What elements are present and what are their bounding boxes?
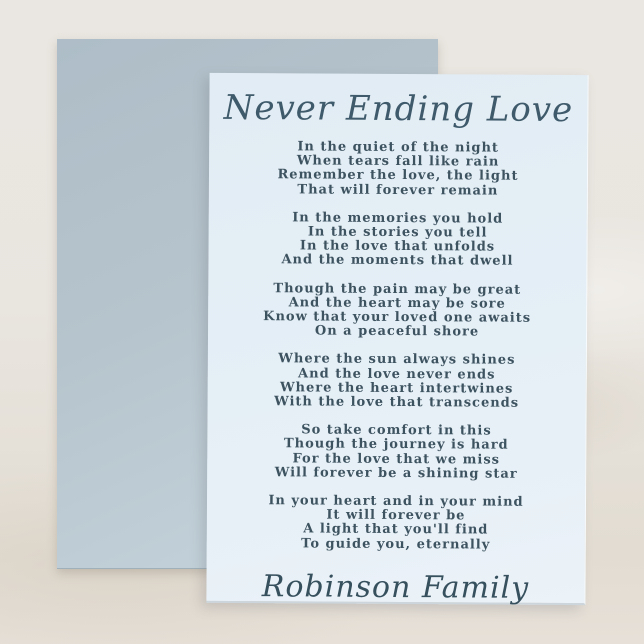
poem-line: Will forever be a shining star xyxy=(274,465,518,482)
poem-stanza-4 xyxy=(208,352,586,411)
poem-line: On a peaceful shore xyxy=(314,323,480,340)
poem-line: When tears fall like rain xyxy=(296,153,500,170)
poem-line: To guide you, eternally xyxy=(301,536,491,553)
poem-line: It will forever be xyxy=(326,507,466,524)
poem-line: And the heart may be sore xyxy=(288,295,506,312)
poem-line: So take comfort in this xyxy=(301,422,492,439)
poem-line: Though the pain may be great xyxy=(273,280,522,298)
card-signature: Robinson Family xyxy=(261,569,530,606)
poem-line: Remember the love, the light xyxy=(277,167,519,185)
poem-line: A light that you'll find xyxy=(303,521,489,539)
poem xyxy=(207,140,588,553)
card-front xyxy=(206,73,588,605)
poem-stanza-6 xyxy=(207,494,585,553)
poem-stanza-5 xyxy=(207,423,585,482)
poem-stanza-3 xyxy=(208,281,586,340)
poem-line: In your heart and in your mind xyxy=(268,493,524,510)
poem-line: And the love never ends xyxy=(298,366,496,383)
poem-stanza-1 xyxy=(209,140,587,199)
poem-line: With the love that transcends xyxy=(274,394,520,411)
poem-stanza-2 xyxy=(208,211,586,270)
poem-line: And the moments that dwell xyxy=(281,252,514,270)
poem-line: Know that your loved one awaits xyxy=(263,309,532,326)
poem-line: In the stories you tell xyxy=(307,224,488,241)
poem-line: In the quiet of the night xyxy=(297,139,499,156)
poem-line: For the love that we miss xyxy=(292,451,501,468)
poem-line: That will forever remain xyxy=(297,181,499,199)
card-title: Never Ending Love xyxy=(223,87,574,131)
poem-line: Where the heart intertwines xyxy=(279,380,514,397)
poem-line: Where the sun always shines xyxy=(278,351,516,369)
poem-line: In the memories you hold xyxy=(292,210,504,227)
poem-line: Though the journey is hard xyxy=(283,436,509,454)
poem-line: In the love that unfolds xyxy=(299,238,496,255)
